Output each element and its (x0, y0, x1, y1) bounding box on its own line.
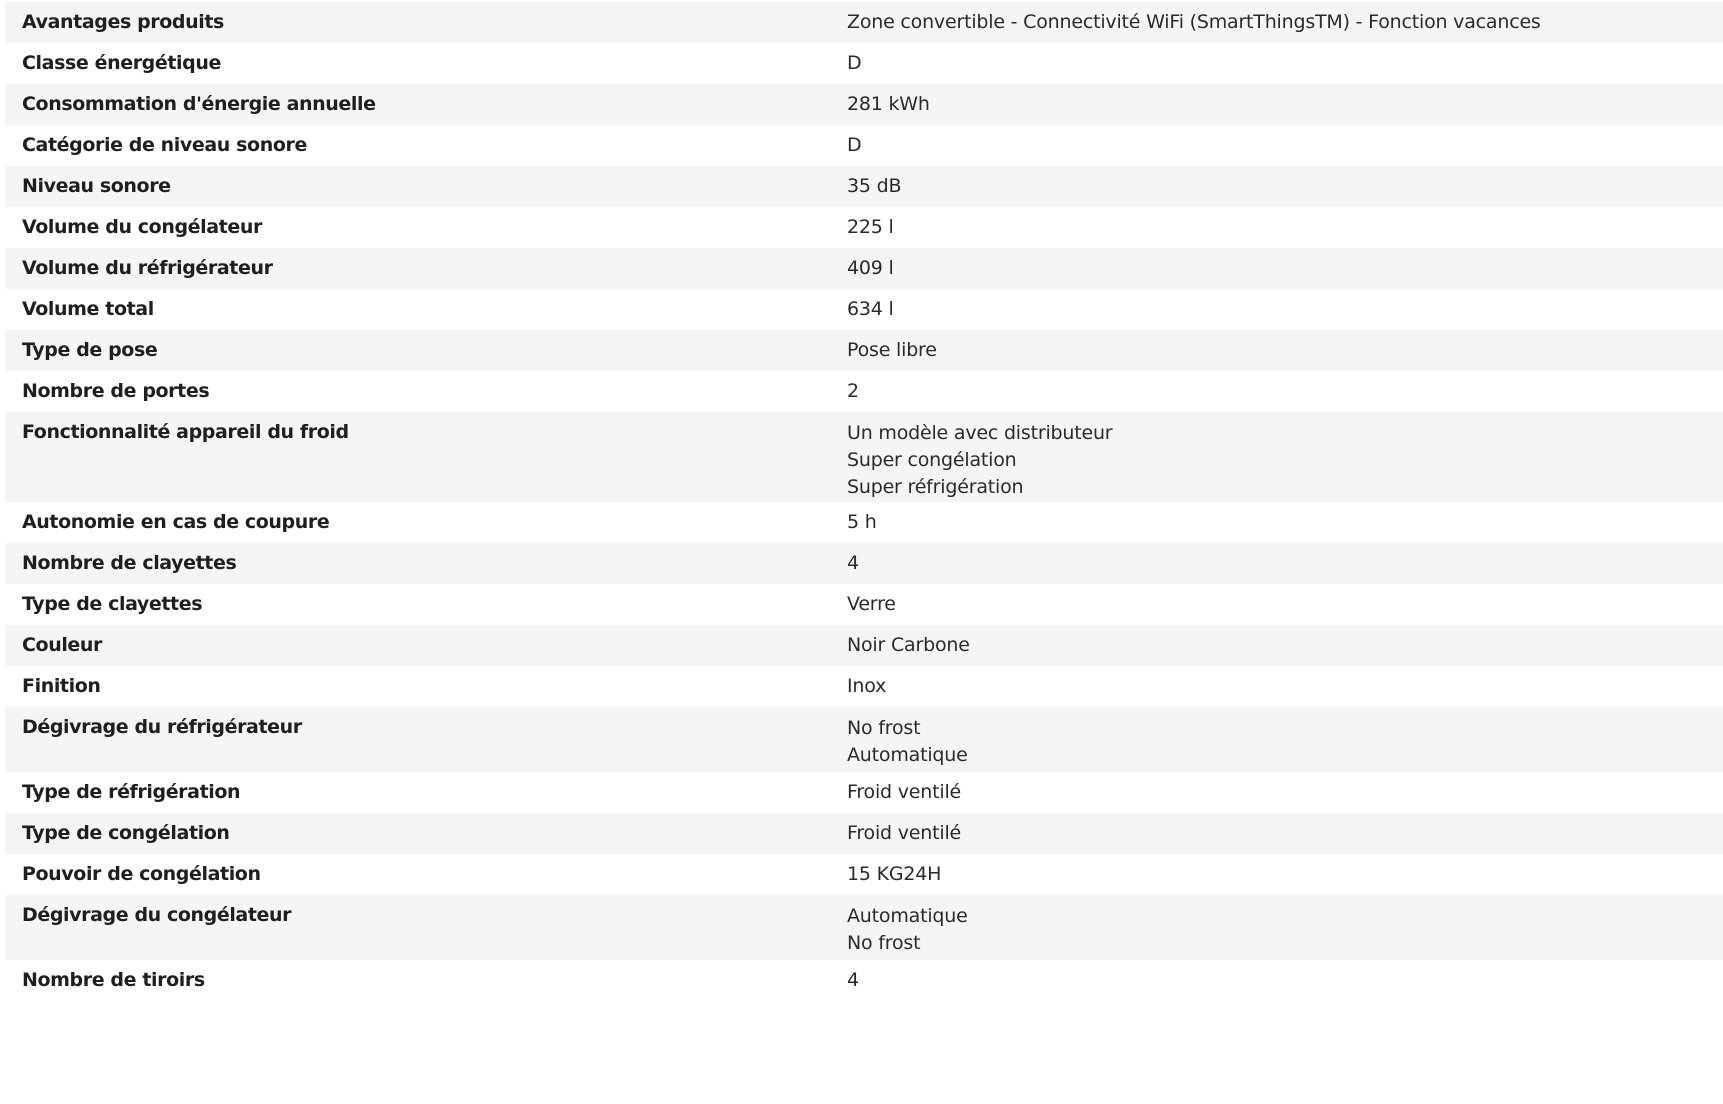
spec-value (847, 174, 1723, 198)
spec-value-line: Automatique (847, 905, 968, 927)
spec-value (847, 256, 1723, 280)
spec-label: Pouvoir de congélation (22, 863, 261, 885)
spec-label: Type de pose (22, 339, 158, 361)
spec-label: Nombre de tiroirs (22, 969, 205, 991)
spec-value (847, 551, 1723, 575)
spec-value (847, 592, 1723, 616)
spec-value-line: Super congélation (847, 449, 1017, 471)
spec-value (847, 92, 1723, 116)
spec-row (5, 412, 1723, 502)
spec-row (5, 772, 1723, 813)
spec-label: Finition (22, 675, 101, 697)
spec-value (847, 633, 1723, 657)
spec-value-line: Froid ventilé (847, 781, 962, 803)
spec-value-line: 4 (847, 552, 859, 574)
spec-value (847, 780, 1723, 804)
spec-label: Volume total (22, 298, 154, 320)
spec-value-line: Super réfrigération (847, 476, 1024, 498)
spec-value (847, 674, 1723, 698)
spec-value-line: Pose libre (847, 339, 937, 361)
spec-label: Volume du congélateur (22, 216, 262, 238)
spec-value-line: 281 kWh (847, 93, 930, 115)
spec-value (847, 297, 1723, 321)
spec-value (847, 420, 1723, 501)
spec-value (847, 379, 1723, 403)
spec-row (5, 43, 1723, 84)
spec-value-line: Verre (847, 593, 896, 615)
spec-label: Couleur (22, 634, 103, 656)
spec-value-line: Automatique (847, 744, 968, 766)
spec-row (5, 584, 1723, 625)
spec-label: Fonctionnalité appareil du froid (22, 421, 349, 443)
spec-label: Catégorie de niveau sonore (22, 134, 307, 156)
spec-row (5, 666, 1723, 707)
spec-label: Type de clayettes (22, 593, 203, 615)
spec-value-line: 4 (847, 969, 859, 991)
spec-value (847, 903, 1723, 957)
spec-label: Dégivrage du réfrigérateur (22, 716, 302, 738)
spec-row (5, 625, 1723, 666)
spec-label: Type de réfrigération (22, 781, 241, 803)
spec-row (5, 502, 1723, 543)
spec-value (847, 715, 1723, 769)
spec-value-line: Un modèle avec distributeur (847, 422, 1113, 444)
spec-row (5, 371, 1723, 412)
spec-value-line: No frost (847, 717, 921, 739)
spec-value (847, 51, 1723, 75)
spec-row (5, 895, 1723, 960)
spec-value (847, 821, 1723, 845)
spec-value-line: 634 l (847, 298, 894, 320)
spec-value-line: Froid ventilé (847, 822, 962, 844)
specifications-table (5, 2, 1723, 1001)
spec-label: Classe énergétique (22, 52, 221, 74)
spec-value (847, 215, 1723, 239)
spec-label: Avantages produits (22, 11, 224, 33)
spec-row (5, 248, 1723, 289)
spec-value-line: 35 dB (847, 175, 902, 197)
spec-value (847, 133, 1723, 157)
spec-value-line: 409 l (847, 257, 894, 279)
spec-row (5, 330, 1723, 371)
spec-value-line: D (847, 134, 862, 156)
spec-value (847, 10, 1723, 34)
spec-value (847, 968, 1723, 992)
spec-label: Volume du réfrigérateur (22, 257, 273, 279)
spec-row (5, 84, 1723, 125)
spec-value-line: 225 l (847, 216, 894, 238)
spec-value-line: 15 KG24H (847, 863, 942, 885)
spec-row (5, 813, 1723, 854)
spec-row (5, 854, 1723, 895)
spec-label: Autonomie en cas de coupure (22, 511, 330, 533)
spec-value-line: Noir Carbone (847, 634, 970, 656)
spec-value-line: No frost (847, 932, 921, 954)
spec-row (5, 543, 1723, 584)
spec-value (847, 510, 1723, 534)
spec-row (5, 166, 1723, 207)
spec-label: Dégivrage du congélateur (22, 904, 292, 926)
spec-label: Nombre de portes (22, 380, 210, 402)
spec-label: Nombre de clayettes (22, 552, 237, 574)
spec-value (847, 862, 1723, 886)
spec-row (5, 707, 1723, 772)
spec-label: Type de congélation (22, 822, 230, 844)
spec-label: Niveau sonore (22, 175, 171, 197)
spec-row (5, 289, 1723, 330)
spec-value-line: 2 (847, 380, 859, 402)
spec-row (5, 960, 1723, 1001)
spec-row (5, 125, 1723, 166)
spec-label: Consommation d'énergie annuelle (22, 93, 376, 115)
spec-row (5, 2, 1723, 43)
spec-value-line: Inox (847, 675, 887, 697)
spec-value-line: D (847, 52, 862, 74)
spec-row (5, 207, 1723, 248)
spec-value-line: 5 h (847, 511, 877, 533)
spec-value-line: Zone convertible - Connectivité WiFi (SmartThingsTM) - Fonction vacances (847, 11, 1541, 33)
spec-value (847, 338, 1723, 362)
